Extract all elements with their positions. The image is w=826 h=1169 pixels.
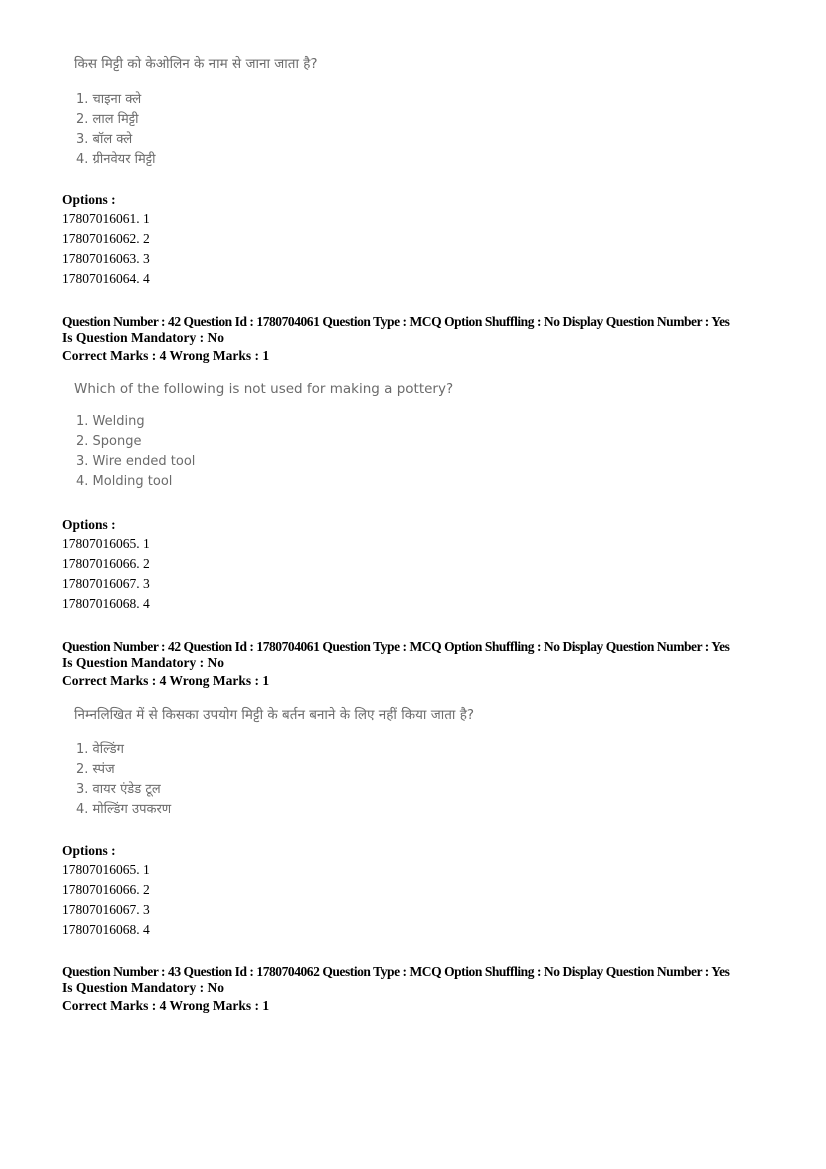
- option-item: 17807016064. 4: [62, 271, 150, 286]
- option-item: 17807016062. 2: [62, 231, 150, 246]
- option-item: 17807016067. 3: [62, 576, 150, 591]
- question-marks: Correct Marks : 4 Wrong Marks : 1: [62, 673, 270, 688]
- question-text: निम्नलिखित में से किसका उपयोग मिट्टी के बर्तन बनाने के लिए नहीं किया जाता है?: [74, 707, 475, 723]
- option-item: 17807016067. 3: [62, 902, 150, 917]
- question-header: Question Number : 42 Question Id : 1780704061 Question Type : MCQ Option Shuffling : No Display Question Number : Yes: [62, 639, 730, 654]
- option-item: 17807016065. 1: [62, 862, 150, 877]
- choice-item: 1. चाइना क्ले: [76, 92, 142, 107]
- choice-item: 4. ग्रीनवेयर मिट्टी: [76, 152, 156, 167]
- choice-item: 1. Welding: [76, 414, 145, 429]
- question-mandatory: Is Question Mandatory : No: [62, 980, 225, 995]
- question-marks: Correct Marks : 4 Wrong Marks : 1: [62, 998, 270, 1013]
- option-item: 17807016063. 3: [62, 251, 150, 266]
- choice-item: 1. वेल्डिंग: [76, 742, 124, 757]
- choice-item: 2. स्पंज: [76, 762, 115, 777]
- option-item: 17807016068. 4: [62, 596, 150, 611]
- question-text: Which of the following is not used for making a pottery?: [74, 381, 454, 397]
- choice-item: 3. बॉल क्ले: [76, 132, 133, 147]
- options-label: Options :: [62, 517, 116, 532]
- option-item: 17807016061. 1: [62, 211, 150, 226]
- options-label: Options :: [62, 192, 116, 207]
- question-mandatory: Is Question Mandatory : No: [62, 655, 225, 670]
- option-item: 17807016066. 2: [62, 556, 150, 571]
- choice-item: 2. लाल मिट्टी: [76, 112, 139, 127]
- choice-item: 2. Sponge: [76, 434, 142, 449]
- option-item: 17807016065. 1: [62, 536, 150, 551]
- question-header: Question Number : 43 Question Id : 1780704062 Question Type : MCQ Option Shuffling : No Display Question Number : Yes: [62, 964, 730, 979]
- option-item: 17807016068. 4: [62, 922, 150, 937]
- question-mandatory: Is Question Mandatory : No: [62, 330, 225, 345]
- choice-item: 4. Molding tool: [76, 474, 173, 489]
- options-label: Options :: [62, 843, 116, 858]
- question-header: Question Number : 42 Question Id : 1780704061 Question Type : MCQ Option Shuffling : No Display Question Number : Yes: [62, 314, 730, 329]
- choice-item: 3. वायर एंडेड टूल: [76, 782, 161, 797]
- option-item: 17807016066. 2: [62, 882, 150, 897]
- choice-item: 3. Wire ended tool: [76, 454, 196, 469]
- choice-item: 4. मोल्डिंग उपकरण: [76, 802, 172, 817]
- question-text: किस मिट्टी को केओलिन के नाम से जाना जाता है?: [74, 56, 318, 72]
- question-marks: Correct Marks : 4 Wrong Marks : 1: [62, 348, 270, 363]
